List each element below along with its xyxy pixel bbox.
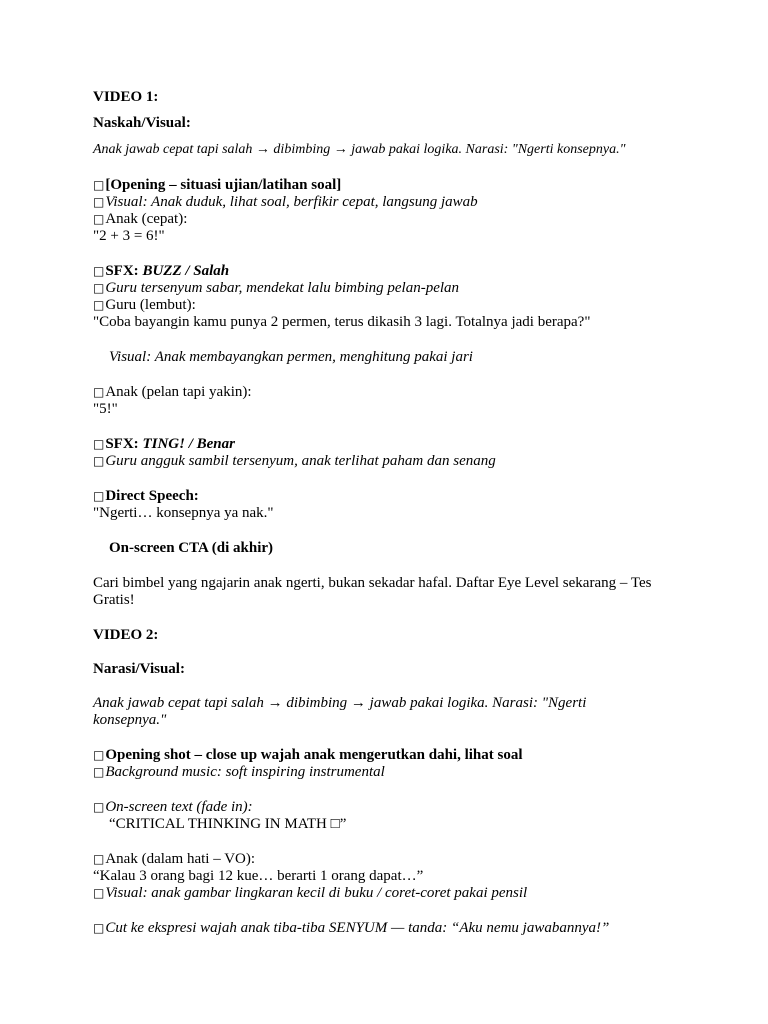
video2-visual-gambar: Visual: anak gambar lingkaran kecil di buku / coret-coret pakai pensil [105, 885, 528, 901]
video1-anak-cepat: Anak (cepat): [105, 211, 188, 227]
video1-anak-pelan: Anak (pelan tapi yakin): [105, 384, 252, 400]
bullet-icon: □ [93, 178, 105, 192]
bullet-icon: □ [93, 765, 105, 779]
bullet-icon: □ [93, 800, 105, 814]
bullet-icon: □ [93, 921, 105, 935]
video1-sfx2-section [93, 436, 693, 470]
video1-direct-line: "Ngerti… konsepnya ya nak." [93, 505, 274, 521]
video2-subtitle: Narasi/Visual: [93, 661, 185, 677]
video2-opening: Opening shot – close up wajah anak mengerutkan dahi, lihat soal [105, 747, 523, 763]
video2-onscreen-section [93, 799, 693, 833]
video1-cta-text: Cari bimbel yang ngajarin anak ngerti, bukan sekadar hafal. Daftar Eye Level sekarang – Tes Gratis! [93, 575, 652, 608]
video1-sfx1-section [93, 263, 693, 331]
bullet-icon: □ [93, 437, 105, 451]
video1-sfx1-label: SFX: [105, 263, 143, 279]
video1-anak-pelan-section [93, 384, 693, 418]
video2-onscreen-label: On-screen text (fade in): [105, 799, 253, 815]
video1-guru-visual: Guru tersenyum sabar, mendekat lalu bimbing pelan-pelan [105, 280, 460, 296]
video2-summary: Anak jawab cepat tapi salah → dibimbing → jawab pakai logika. Narasi: "Ngerti konsepnya." [93, 695, 587, 728]
bullet-icon: □ [93, 748, 105, 762]
bullet-icon: □ [93, 454, 105, 468]
bullet-icon: □ [93, 264, 105, 278]
video1-guru-line: "Coba bayangin kamu punya 2 permen, terus dikasih 3 lagi. Totalnya jadi berapa?" [93, 314, 591, 330]
video1-summary: Anak jawab cepat tapi salah → dibimbing → jawab pakai logika. Narasi: "Ngerti konsepnya." [93, 142, 626, 157]
video1-sfx2-value: TING! / Benar [142, 436, 235, 452]
video1-cta-title: On-screen CTA (di akhir) [109, 540, 274, 556]
video1-subtitle: Naskah/Visual: [93, 115, 191, 131]
video1-opening-section [93, 177, 693, 245]
script-content [93, 89, 693, 937]
bullet-icon: □ [93, 212, 105, 226]
video1-anak-pelan-line: "5!" [93, 401, 118, 417]
video2-music: Background music: soft inspiring instrumental [105, 764, 385, 780]
bullet-icon: □ [93, 489, 105, 503]
video1-guru-lembut: Guru (lembut): [105, 297, 196, 313]
video1-opening: [Opening – situasi ujian/latihan soal] [105, 177, 342, 193]
video2-anak-hati-line: “Kalau 3 orang bagi 12 kue… berarti 1 orang dapat…” [93, 868, 424, 884]
video1-title: VIDEO 1: [93, 89, 159, 105]
video1-anak-cepat-line: "2 + 3 = 6!" [93, 228, 165, 244]
bullet-icon: □ [93, 886, 105, 900]
video2-anak-hati: Anak (dalam hati – VO): [105, 851, 256, 867]
video2-anak-section [93, 851, 693, 902]
video1-guru-angguk: Guru angguk sambil tersenyum, anak terlihat paham dan senang [105, 453, 496, 469]
video2-title: VIDEO 2: [93, 627, 159, 643]
bullet-icon: □ [93, 385, 105, 399]
video1-visual1: Visual: Anak duduk, lihat soal, berfikir cepat, langsung jawab [105, 194, 478, 210]
video2-onscreen-text: “CRITICAL THINKING IN MATH □” [109, 816, 347, 832]
bullet-icon: □ [93, 195, 105, 209]
video1-sfx2-label: SFX: [105, 436, 143, 452]
video1-direct-speech: Direct Speech: [105, 488, 199, 504]
bullet-icon: □ [93, 852, 105, 866]
bullet-icon: □ [93, 281, 105, 295]
video1-direct-section [93, 488, 693, 522]
video2-opening-section [93, 747, 693, 781]
video1-visual2: Visual: Anak membayangkan permen, menghitung pakai jari [109, 349, 473, 365]
bullet-icon: □ [93, 298, 105, 312]
video2-cut: Cut ke ekspresi wajah anak tiba-tiba SENYUM — tanda: “Aku nemu jawabannya!” [105, 920, 610, 936]
video1-sfx1-value: BUZZ / Salah [142, 263, 230, 279]
